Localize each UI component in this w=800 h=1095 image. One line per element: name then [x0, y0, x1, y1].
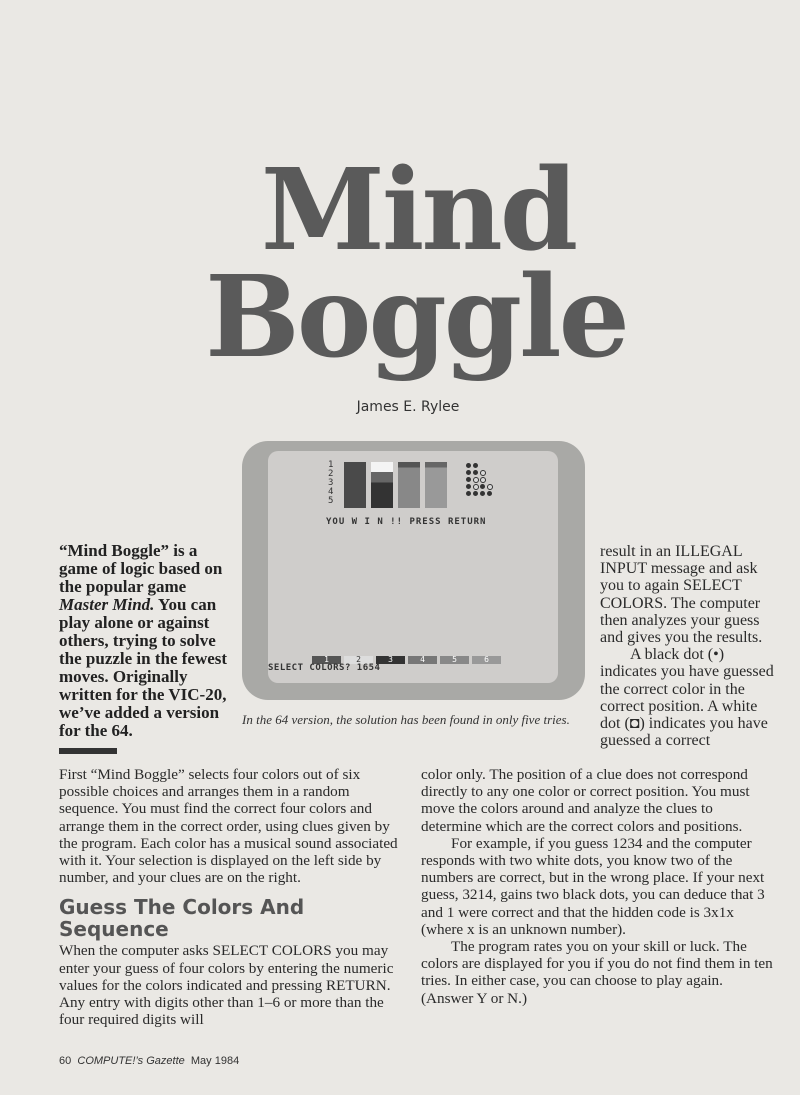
- magazine-name: COMPUTE!’s Gazette: [77, 1055, 185, 1067]
- body-column-2: [421, 766, 777, 1007]
- right-paragraph-1: result in an ILLEGAL INPUT message and ask you to again SELECT COLORS. The computer then analyzes your guess and gives you the results.: [600, 543, 763, 647]
- body-paragraph-3: color only. The position of a clue does not correspond directly to any one color or correct position. You must move the colors around and analyze the clues to determine which are the correct colors and positions.: [421, 766, 750, 835]
- body-paragraph-5: The program rates you on your skill or luck. The colors are displayed for you if you do not find them in ten tries. In either case, you can choose to play again. (Answer Y or N.): [421, 938, 773, 1007]
- right-column-top: [600, 543, 780, 749]
- photo-caption: In the 64 version, the solution has been found in only five tries.: [242, 712, 570, 727]
- section-heading: Guess The Colors And Sequence: [59, 895, 305, 942]
- author-byline: James E. Rylee: [356, 399, 460, 415]
- body-paragraph-1: First “Mind Boggle” selects four colors out of six possible choices and arranges them in a random sequence. You must find the correct four colors and arrange them in the correct order, using clues given by the program. Each color has a musical sound associated with it. Your selection is displayed on the left side by number, and your clues are on the right.: [59, 766, 398, 887]
- right-paragraph-2: A black dot (•) indicates you have guessed the correct color in the correct position. A white dot (◘) indicates you have guessed a correct: [600, 646, 774, 750]
- body-column-1: [59, 766, 411, 1028]
- win-message: YOU W I N !! PRESS RETURN: [326, 517, 487, 527]
- screen-photo: [242, 441, 585, 700]
- swatch-4: 4: [408, 656, 437, 664]
- swatch-3: 3: [376, 656, 405, 664]
- body-paragraph-4: For example, if you guess 1234 and the computer responds with two white dots, you know two of the numbers are correct, but in the wrong place. If your next guess, 3214, gains two black dots, you can deduce that 3 and 1 were correct and that the hidden code is 3x1x (where x is an unknown number).: [421, 834, 765, 938]
- page-number: 60: [59, 1055, 72, 1067]
- swatch-2: 2: [344, 656, 373, 664]
- swatch-6: 6: [472, 656, 501, 664]
- screen-display: [268, 451, 558, 683]
- color-column-4: [425, 462, 447, 508]
- swatch-1: 1: [312, 656, 341, 664]
- intro-blurb: “Mind Boggle” is a game of logic based on the popular game Master Mind. You can play alone or against others, trying to solve the puzzle in the fewest moves. Originally written for the VIC-20, we’ve added a version for the 64.: [59, 541, 228, 740]
- row-numbers: 1 2 3 4 5: [328, 460, 334, 506]
- color-column-1: [344, 462, 366, 508]
- color-column-3: [398, 462, 420, 508]
- title-line-1: Mind: [260, 145, 576, 276]
- page-footer: [59, 1055, 239, 1067]
- select-colors-prompt: SELECT COLORS? 1654: [268, 663, 381, 673]
- title-line-2: Boggle: [205, 252, 627, 383]
- section-rule: [59, 748, 117, 754]
- color-column-2: [371, 462, 393, 508]
- swatch-5: 5: [440, 656, 469, 664]
- issue-date: May 1984: [190, 1055, 240, 1067]
- body-paragraph-2: When the computer asks SELECT COLORS you may enter your guess of four colors by entering the numeric values for the colors indicated and pressing RETURN. Any entry with digits other than 1–6 or more than the four required digits will: [59, 942, 394, 1029]
